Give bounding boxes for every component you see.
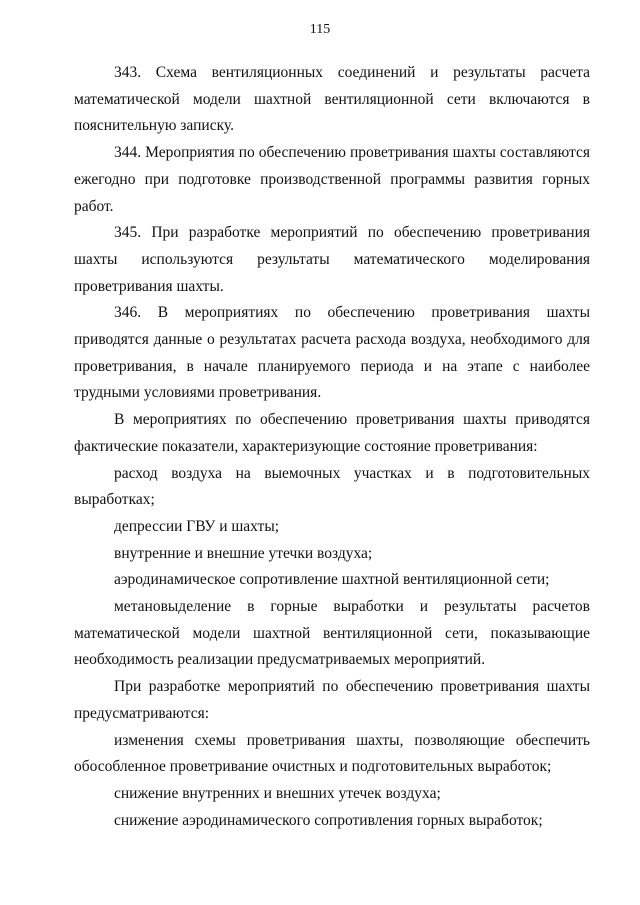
paragraph-343: 343. Схема вентиляционных соединений и результаты расчета математической модели шахтной вентиляционной сети включаются в пояснительную записку. <box>74 64 590 135</box>
list-item-scheme-changes: изменения схемы проветривания шахты, позволяющие обеспечить обособленное проветривание очистных и подготовительных выработок; <box>74 731 590 776</box>
paragraph-344: 344. Мероприятия по обеспечению проветривания шахты составляются ежегодно при подготовке производственной программы развития горных работ. <box>74 144 590 215</box>
list-item-aerodynamic-resistance: аэродинамическое сопротивление шахтной вентиляционной сети; <box>114 571 550 589</box>
paragraph-actual-indicators-intro: В мероприятиях по обеспечению проветривания шахты приводятся фактические показатели, характеризующие состояние проветривания: <box>74 411 590 455</box>
list-item-depression: депрессии ГВУ и шахты; <box>114 517 280 535</box>
list-item-leak-reduction: снижение внутренних и внешних утечек воздуха; <box>114 784 441 802</box>
list-item-methane-release: метановыделение в горные выработки и результаты расчетов математической модели шахтной вентиляционной сети, показывающие необходимость реализации предусматриваемых мероприятий. <box>74 598 590 669</box>
page-number: 115 <box>309 22 331 37</box>
list-item-air-leaks: внутренние и внешние утечки воздуха; <box>114 544 373 562</box>
paragraph-346: 346. В мероприятиях по обеспечению проветривания шахты приводятся данные о результатах расчета расхода воздуха, необходимого для проветривания, в начале планируемого периода и на этапе с наиболее трудными условиями проветривания. <box>74 304 590 402</box>
list-item-resistance-reduction: снижение аэродинамического сопротивления горных выработок; <box>114 811 543 829</box>
paragraph-measures-intro: При разработке мероприятий по обеспечению проветривания шахты предусматриваются: <box>74 678 590 722</box>
document-body <box>74 60 590 834</box>
paragraph-345: 345. При разработке мероприятий по обеспечению проветривания шахты используются результаты математического моделирования проветривания шахты. <box>74 224 590 295</box>
list-item-air-flow: расход воздуха на выемочных участках и в подготовительных выработках; <box>74 464 590 509</box>
